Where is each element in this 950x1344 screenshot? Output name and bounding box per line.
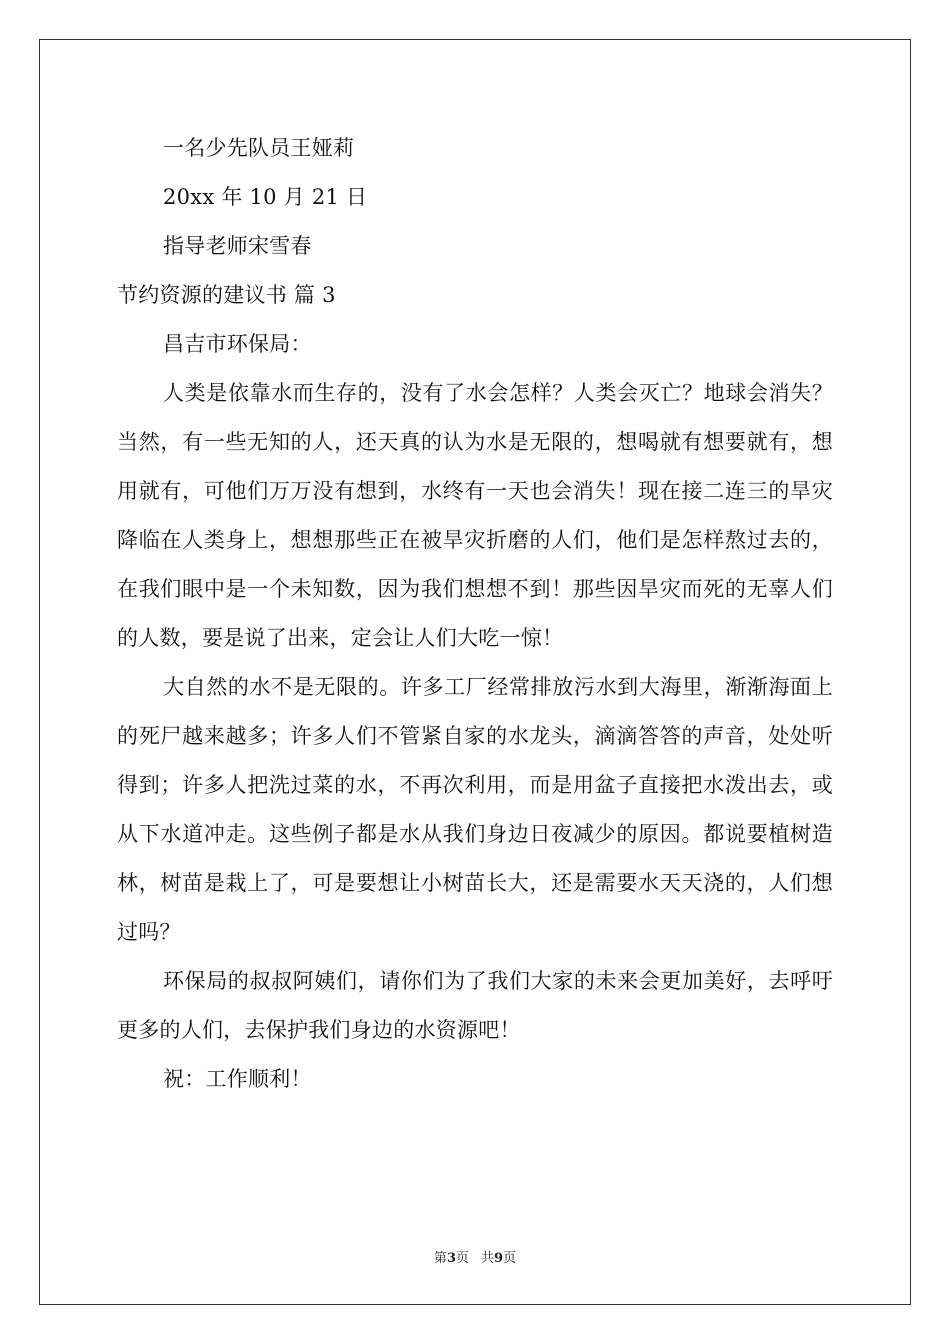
page-prefix: 第 — [433, 1251, 447, 1266]
document-body — [117, 124, 833, 1104]
letter-date: 20xx 年 10 月 21 日 — [163, 185, 368, 209]
total-suffix: 页 — [503, 1251, 517, 1266]
closing-line: 祝：工作顺利！ — [163, 1067, 312, 1091]
paragraph-3: 环保局的叔叔阿姨们，请你们为了我们大家的未来会更加美好，去呼吁更多的人们，去保护我们身边的水资源吧！ — [117, 969, 833, 1042]
total-pages: 9 — [494, 1251, 504, 1266]
page-number: 3 — [446, 1251, 456, 1266]
page-footer — [0, 1247, 950, 1266]
salutation: 昌吉市环保局： — [163, 332, 312, 356]
paragraph-1: 人类是依靠水而生存的，没有了水会怎样？人类会灭亡？地球会消失？当然，有一些无知的人，还天真的认为水是无限的，想喝就有想要就有，想用就有，可他们万万没有想到，水终有一天也会消失！现在接二连三的旱灾降临在人类身上，想想那些正在被旱灾折磨的人们，他们是怎样熬过去的，在我们眼中是一个未知数，因为我们想想不到！那些因旱灾而死的无辜人们的人数，要是说了出来，定会让人们大吃一惊！ — [117, 381, 833, 650]
total-prefix: 共 — [481, 1251, 495, 1266]
signature-name: 一名少先队员王娅莉 — [163, 136, 355, 160]
section-title: 节约资源的建议书 篇 3 — [117, 283, 336, 307]
teacher-line: 指导老师宋雪春 — [163, 234, 312, 258]
page-suffix: 页 — [455, 1251, 469, 1266]
paragraph-2: 大自然的水不是无限的。许多工厂经常排放污水到大海里，渐渐海面上的死尸越来越多；许多人们不管紧自家的水龙头，滴滴答答的声音，处处听得到；许多人把洗过菜的水，不再次利用，而是用盆子直接把水泼出去，或从下水道冲走。这些例子都是水从我们身边日夜减少的原因。都说要植树造林，树苗是栽上了，可是要想让小树苗长大，还是需要水天天浇的，人们想过吗？ — [117, 675, 833, 944]
